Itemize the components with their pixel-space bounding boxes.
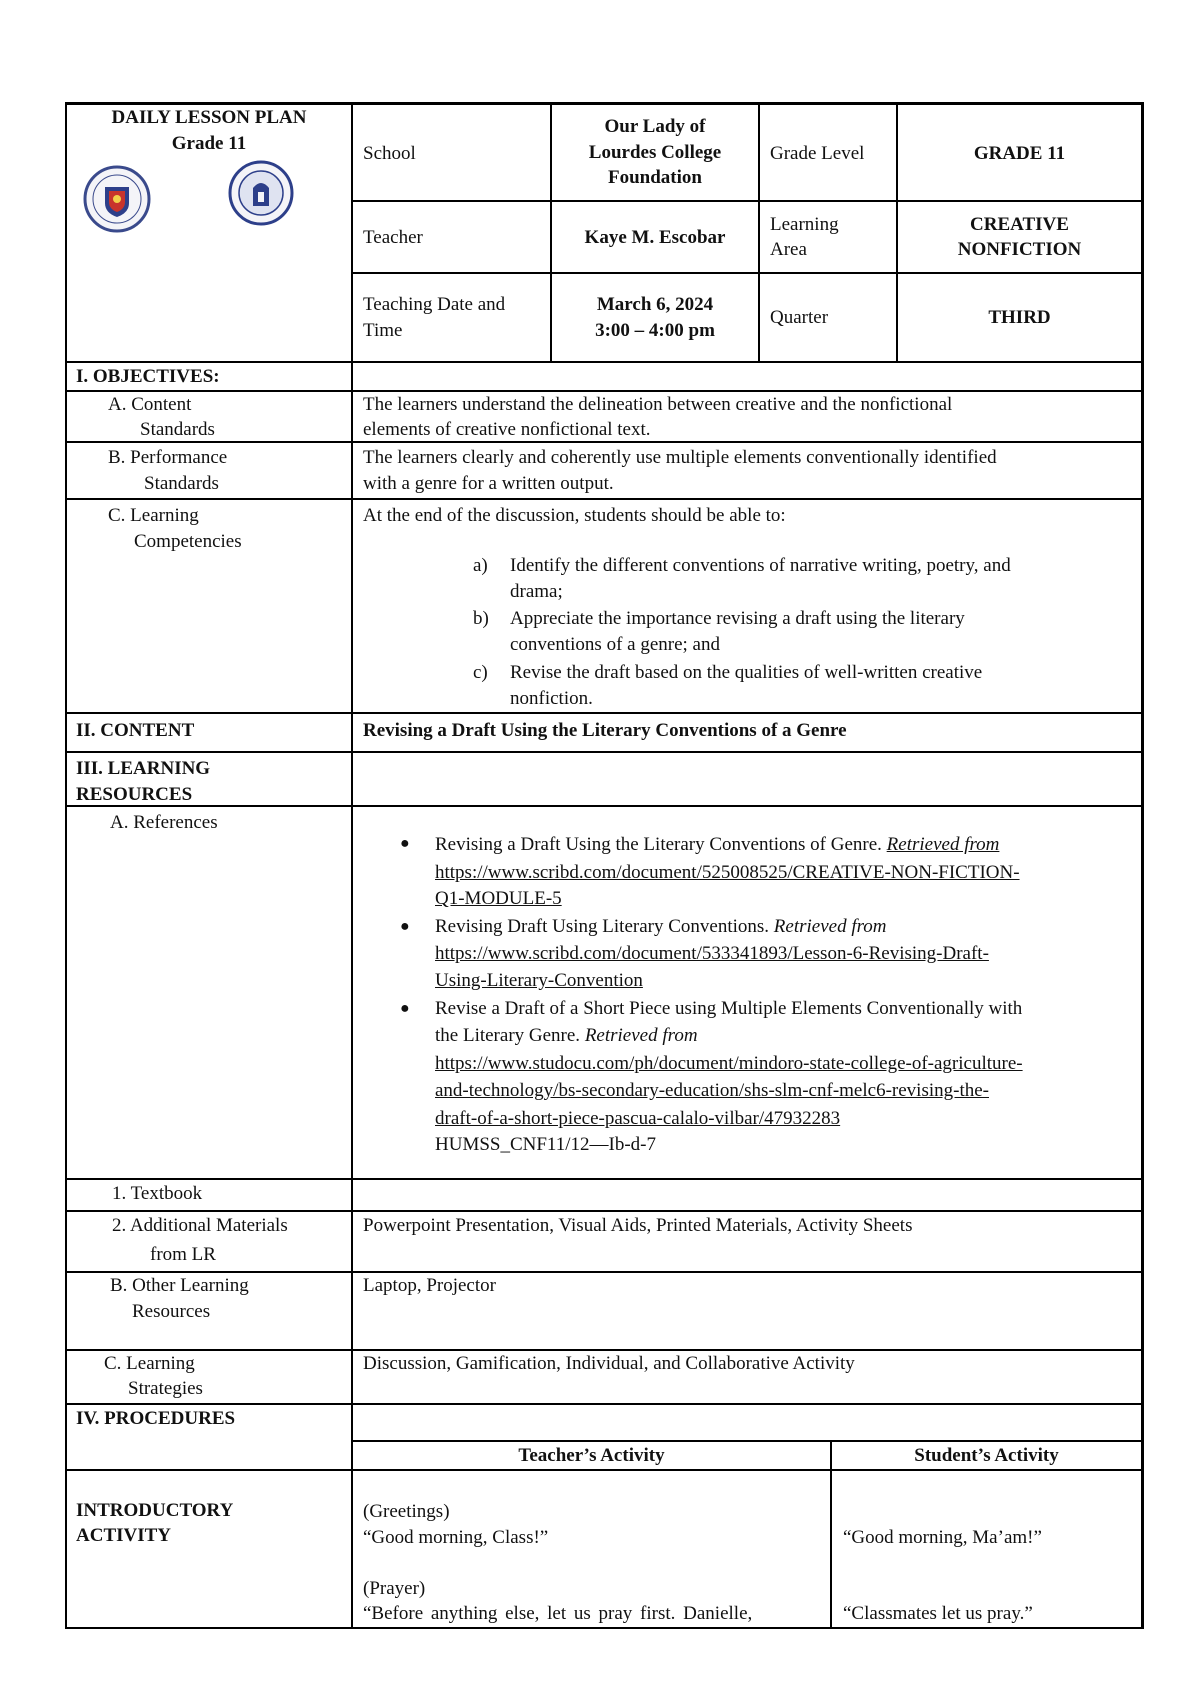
row-line: [65, 1210, 1143, 1212]
performance-standards-label-1: B. Performance: [108, 447, 228, 468]
row-line: [65, 1469, 1143, 1471]
bullet-icon: ●: [400, 918, 410, 935]
competency-marker: b): [473, 608, 489, 629]
row-line: [65, 1403, 1143, 1405]
reference-url[interactable]: https://www.scribd.com/document/533341893/Lesson-6-Revising-Draft-: [435, 943, 989, 964]
reference-line: [435, 1023, 698, 1049]
reference-title: Revising Draft Using Literary Conventions.: [435, 916, 774, 937]
content-standards-label-1: A. Content: [108, 394, 192, 415]
content-heading: II. CONTENT: [76, 720, 195, 741]
teaching-date-value-1: March 6, 2024: [596, 294, 714, 315]
teacher-label: Teacher: [363, 227, 423, 248]
references-label: A. References: [110, 812, 218, 833]
reference-url[interactable]: Q1-MODULE-5: [435, 888, 562, 909]
competency-item-line: Identify the different conventions of narrative writing, poetry, and: [510, 555, 1011, 576]
reference-retrieved: Retrieved from: [773, 916, 887, 937]
bullet-icon: ●: [400, 1000, 410, 1017]
row-line: [65, 712, 1143, 714]
competency-item-line: conventions of a genre; and: [510, 634, 720, 655]
content-value: Revising a Draft Using the Literary Conventions of a Genre: [363, 720, 847, 741]
school-value-3: Foundation: [608, 167, 702, 188]
competency-marker: a): [473, 555, 488, 576]
competency-item-line: drama;: [510, 581, 563, 602]
other-resources-label-1: B. Other Learning: [110, 1275, 249, 1296]
header-row-line-1: [351, 200, 1143, 202]
additional-materials-label-2: from LR: [150, 1244, 216, 1265]
column-divider: [351, 102, 353, 1629]
reference-line: [435, 832, 999, 858]
reference-retrieved: Retrieved from: [584, 1025, 698, 1046]
learning-area-label-2: Area: [770, 239, 807, 260]
student-activity-header: Student’s Activity: [914, 1445, 1059, 1466]
table-border-left: [65, 102, 67, 1629]
school-label: School: [363, 143, 416, 164]
other-resources-value: Laptop, Projector: [363, 1275, 496, 1296]
content-standards-text-2: elements of creative nonfictional text.: [363, 419, 651, 440]
student-activity-line: “Classmates let us pray.”: [843, 1603, 1033, 1624]
row-line: [65, 498, 1143, 500]
reference-title: Revising a Draft Using the Literary Conventions of Genre.: [435, 834, 887, 855]
textbook-label: 1. Textbook: [112, 1183, 203, 1204]
reference-url[interactable]: https://www.scribd.com/document/525008525/CREATIVE-NON-FICTION-: [435, 862, 1020, 883]
table-border-right: [1141, 102, 1144, 1629]
other-resources-label-2: Resources: [132, 1301, 211, 1322]
strategies-value: Discussion, Gamification, Individual, and Collaborative Activity: [363, 1353, 855, 1374]
objectives-heading: I. OBJECTIVES:: [76, 366, 220, 387]
learning-area-label-1: Learning: [770, 214, 839, 235]
school-value-2: Lourdes College: [588, 142, 722, 163]
competencies-label-2: Competencies: [134, 531, 242, 552]
row-line: [65, 751, 1143, 753]
teacher-activity-header: Teacher’s Activity: [518, 1445, 665, 1466]
reference-title: the Literary Genre.: [435, 1025, 585, 1046]
procedures-heading: IV. PROCEDURES: [76, 1408, 236, 1429]
school-seal-icon: [228, 160, 294, 226]
reference-retrieved: Retrieved from: [886, 834, 1000, 855]
grade-level-label: Grade Level: [770, 143, 865, 164]
row-line: [65, 1178, 1143, 1180]
quarter-label: Quarter: [770, 307, 829, 328]
reference-line: [435, 914, 887, 940]
reference-code: HUMSS_CNF11/12—Ib-d-7: [435, 1134, 656, 1155]
grade-level-value: GRADE 11: [973, 143, 1066, 164]
school-value-1: Our Lady of: [604, 116, 706, 137]
teacher-activity-line: (Greetings): [363, 1501, 450, 1522]
teaching-date-value-2: 3:00 – 4:00 pm: [595, 320, 715, 341]
teacher-activity-line: “Good morning, Class!”: [363, 1527, 549, 1548]
page-title: DAILY LESSON PLAN: [111, 107, 307, 128]
page-subtitle: Grade 11: [171, 133, 247, 154]
student-activity-line: “Good morning, Ma’am!”: [843, 1527, 1042, 1548]
content-standards-text-1: The learners understand the delineation between creative and the nonfictional: [363, 394, 953, 415]
header-divider-2: [758, 102, 760, 363]
teaching-date-label-1: Teaching Date and: [363, 294, 506, 315]
reference-url[interactable]: draft-of-a-short-piece-pascua-calalo-vilbar/47932283: [435, 1108, 841, 1129]
resources-heading-2: RESOURCES: [76, 784, 193, 805]
competency-marker: c): [473, 662, 488, 683]
teacher-activity-line: “Before anything else, let us pray first. Danielle,: [363, 1603, 753, 1624]
performance-standards-label-2: Standards: [144, 473, 219, 494]
competencies-intro: At the end of the discussion, students should be able to:: [363, 505, 786, 526]
introductory-activity-label-2: ACTIVITY: [76, 1525, 172, 1546]
teaching-date-label-2: Time: [363, 320, 403, 341]
table-border-bottom: [65, 1627, 1143, 1629]
competency-item-line: Appreciate the importance revising a draft using the literary: [510, 608, 965, 629]
competency-item-line: Revise the draft based on the qualities of well-written creative: [510, 662, 983, 683]
teacher-value: Kaye M. Escobar: [584, 227, 726, 248]
reference-url[interactable]: and-technology/bs-secondary-education/shs-slm-cnf-melc6-revising-the-: [435, 1080, 989, 1101]
header-row-line-2: [351, 272, 1143, 274]
content-standards-label-2: Standards: [140, 419, 215, 440]
row-line: [65, 805, 1143, 807]
resources-heading-1: III. LEARNING: [76, 758, 211, 779]
additional-materials-value: Powerpoint Presentation, Visual Aids, Printed Materials, Activity Sheets: [363, 1215, 913, 1236]
performance-standards-text-1: The learners clearly and coherently use multiple elements conventionally identified: [363, 447, 997, 468]
introductory-activity-label-1: INTRODUCTORY: [76, 1500, 234, 1521]
row-line: [65, 361, 1143, 363]
reference-title-line: Revise a Draft of a Short Piece using Multiple Elements Conventionally with: [435, 998, 1023, 1019]
competencies-label-1: C. Learning: [108, 505, 199, 526]
learning-area-value-2: NONFICTION: [957, 239, 1082, 260]
competency-item-line: nonfiction.: [510, 688, 593, 709]
additional-materials-label-1: 2. Additional Materials: [112, 1215, 288, 1236]
bullet-icon: ●: [400, 835, 410, 852]
learning-area-value-1: CREATIVE: [970, 214, 1069, 235]
reference-url[interactable]: Using-Literary-Convention: [435, 970, 643, 991]
deped-seal-icon: [83, 165, 151, 233]
strategies-label-2: Strategies: [128, 1378, 203, 1399]
performance-standards-text-2: with a genre for a written output.: [363, 473, 614, 494]
strategies-label-1: C. Learning: [104, 1353, 195, 1374]
reference-url[interactable]: https://www.studocu.com/ph/document/mindoro-state-college-of-agriculture-: [435, 1053, 1023, 1074]
quarter-value: THIRD: [988, 307, 1051, 328]
teacher-activity-line: (Prayer): [363, 1578, 426, 1599]
row-line-right: [351, 1440, 1143, 1442]
